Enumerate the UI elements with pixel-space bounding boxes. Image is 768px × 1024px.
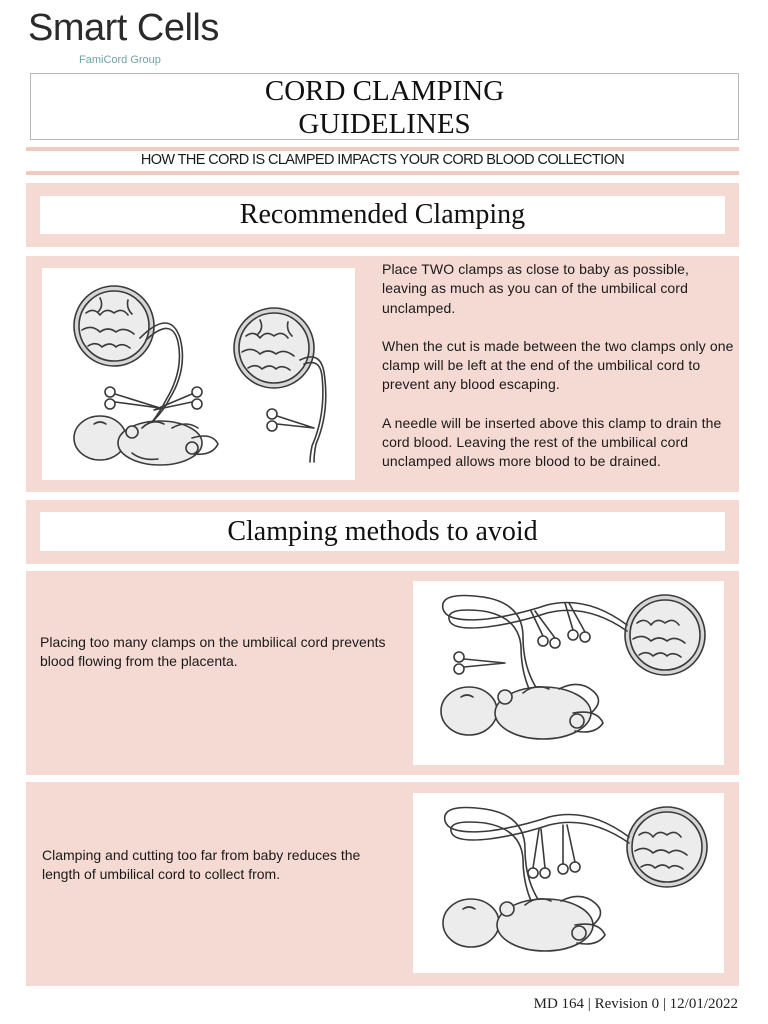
recommended-description	[382, 260, 737, 491]
recommended-heading: Recommended Clamping	[40, 196, 725, 234]
avoid-item-1-text: Placing too many clamps on the umbilical cord prevents blood flowing from the placenta.	[40, 634, 386, 669]
avoid-item-2-text: Clamping and cutting too far from baby reduces the length of umbilical cord to collect from.	[42, 847, 361, 882]
avoid-heading-panel	[26, 500, 739, 564]
baby-illustration	[74, 416, 218, 465]
divider-top	[26, 147, 739, 151]
avoid-heading: Clamping methods to avoid	[40, 512, 725, 551]
clamp-icon	[528, 825, 580, 878]
recommended-panel	[26, 256, 739, 492]
recommended-paragraph-1: Place TWO clamps as close to baby as possible, leaving as much as you can of the umbilical cord unclamped.	[382, 261, 690, 316]
brand-logo	[28, 8, 219, 66]
placenta-illustration	[234, 308, 314, 388]
avoid-item-2-panel	[26, 782, 739, 986]
document-footer: MD 164 | Revision 0 | 12/01/2022	[533, 996, 738, 1012]
placenta-illustration	[625, 595, 705, 675]
brand-name: Smart Cells	[28, 7, 219, 49]
avoid-item-1-illustration	[413, 581, 724, 765]
baby-illustration	[441, 684, 603, 739]
recommended-paragraph-2: When the cut is made between the two clamps only one clamp will be left at the end of the umbilical cord to prevent any blood escaping.	[382, 337, 734, 393]
recommended-paragraph-3: A needle will be inserted above this clamp to drain the cord blood. Leaving the rest of the umbilical cord unclamped allows more blood to be drained.	[382, 414, 722, 470]
page-title-line-1: CORD CLAMPING	[264, 75, 505, 107]
tagline: HOW THE CORD IS CLAMPED IMPACTS YOUR CORD BLOOD COLLECTION	[140, 152, 625, 168]
recommended-illustration	[42, 268, 355, 480]
clamp-icon	[267, 409, 314, 431]
avoid-item-2-illustration	[413, 793, 724, 973]
page-title-box	[30, 73, 739, 140]
placenta-illustration	[74, 286, 154, 366]
brand-group: FamiCord Group	[79, 53, 161, 66]
divider-bottom	[26, 171, 739, 175]
clamp-icon	[105, 387, 202, 410]
recommended-heading-panel	[26, 183, 739, 247]
avoid-item-1-panel	[26, 571, 739, 775]
page-title-line-2: GUIDELINES	[298, 108, 471, 140]
baby-illustration	[443, 896, 605, 951]
placenta-illustration	[627, 807, 707, 887]
